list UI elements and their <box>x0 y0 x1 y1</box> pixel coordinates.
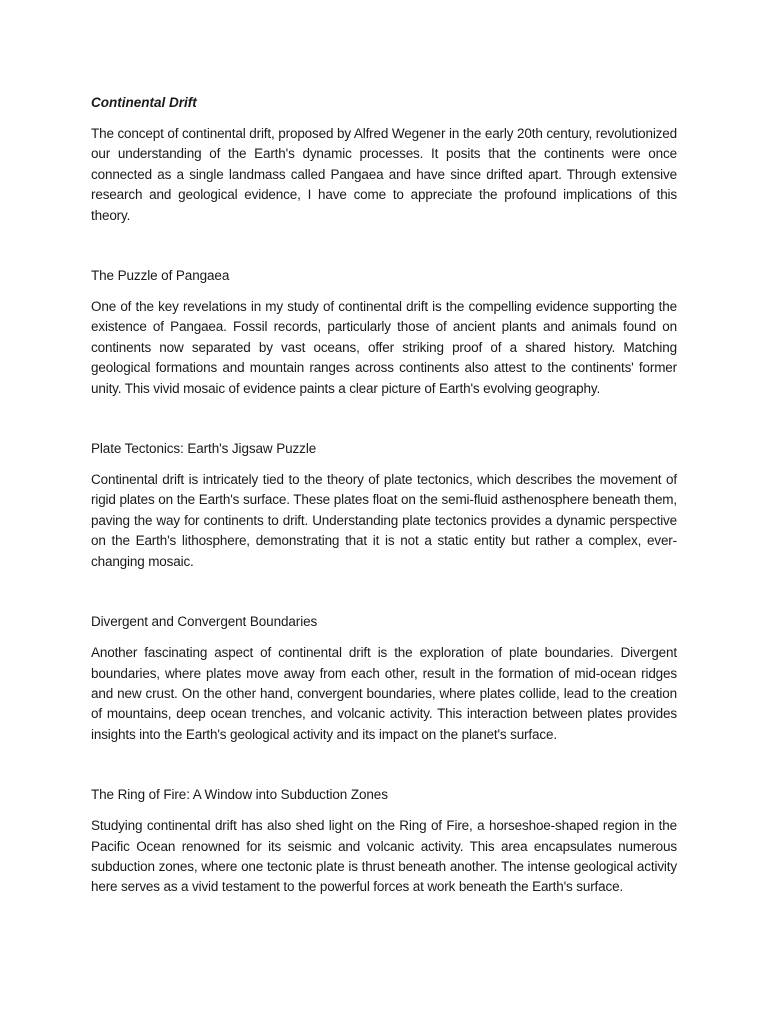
document-title: Continental Drift <box>91 95 197 110</box>
section-paragraph: Another fascinating aspect of continental drift is the exploration of plate boundaries. Divergent boundaries, where plates move away from each other, result in the formation of mid-ocean ridges and new crust. On the other hand, convergent boundaries, where plates collide, lead to the creation of mountains, deep ocean trenches, and volcanic activity. This interaction between plates provides insights into the Earth's geological activity and its impact on the planet's surface. <box>91 645 677 742</box>
document-page <box>91 93 677 898</box>
section-heading: The Puzzle of Pangaea <box>91 268 230 284</box>
section-paragraph: One of the key revelations in my study of continental drift is the compelling evidence supporting the existence of Pangaea. Fossil records, particularly those of ancient plants and animals found on continents now separated by vast oceans, offer striking proof of a shared history. Matching geological formations and mountain ranges across continents also attest to the continents' former unity. This vivid mosaic of evidence paints a clear picture of Earth's evolving geography. <box>91 299 677 396</box>
intro-paragraph: The concept of continental drift, proposed by Alfred Wegener in the early 20th century, revolutionized our understanding of the Earth's dynamic processes. It posits that the continents were once connected as a single landmass called Pangaea and have since drifted apart. Through extensive research and geological evidence, I have come to appreciate the profound implications of this theory. <box>91 126 677 223</box>
section-heading: The Ring of Fire: A Window into Subduction Zones <box>91 787 388 803</box>
section-paragraph: Studying continental drift has also shed light on the Ring of Fire, a horseshoe-shaped region in the Pacific Ocean renowned for its seismic and volcanic activity. This area encapsulates numerous subduction zones, where one tectonic plate is thrust beneath another. The intense geological activity here serves as a vivid testament to the powerful forces at work beneath the Earth's surface. <box>91 818 677 895</box>
section-paragraph: Continental drift is intricately tied to the theory of plate tectonics, which describes the movement of rigid plates on the Earth's surface. These plates float on the semi-fluid asthenosphere beneath them, paving the way for continents to drift. Understanding plate tectonics provides a dynamic perspective on the Earth's lithosphere, demonstrating that it is not a static entity but rather a complex, ever-changing mosaic. <box>91 472 677 569</box>
section-heading: Divergent and Convergent Boundaries <box>91 614 318 630</box>
section-heading: Plate Tectonics: Earth's Jigsaw Puzzle <box>91 441 317 457</box>
section-ring-of-fire <box>91 785 677 898</box>
section-boundaries <box>91 612 677 745</box>
section-pangaea <box>91 266 677 399</box>
section-plate-tectonics <box>91 439 677 572</box>
